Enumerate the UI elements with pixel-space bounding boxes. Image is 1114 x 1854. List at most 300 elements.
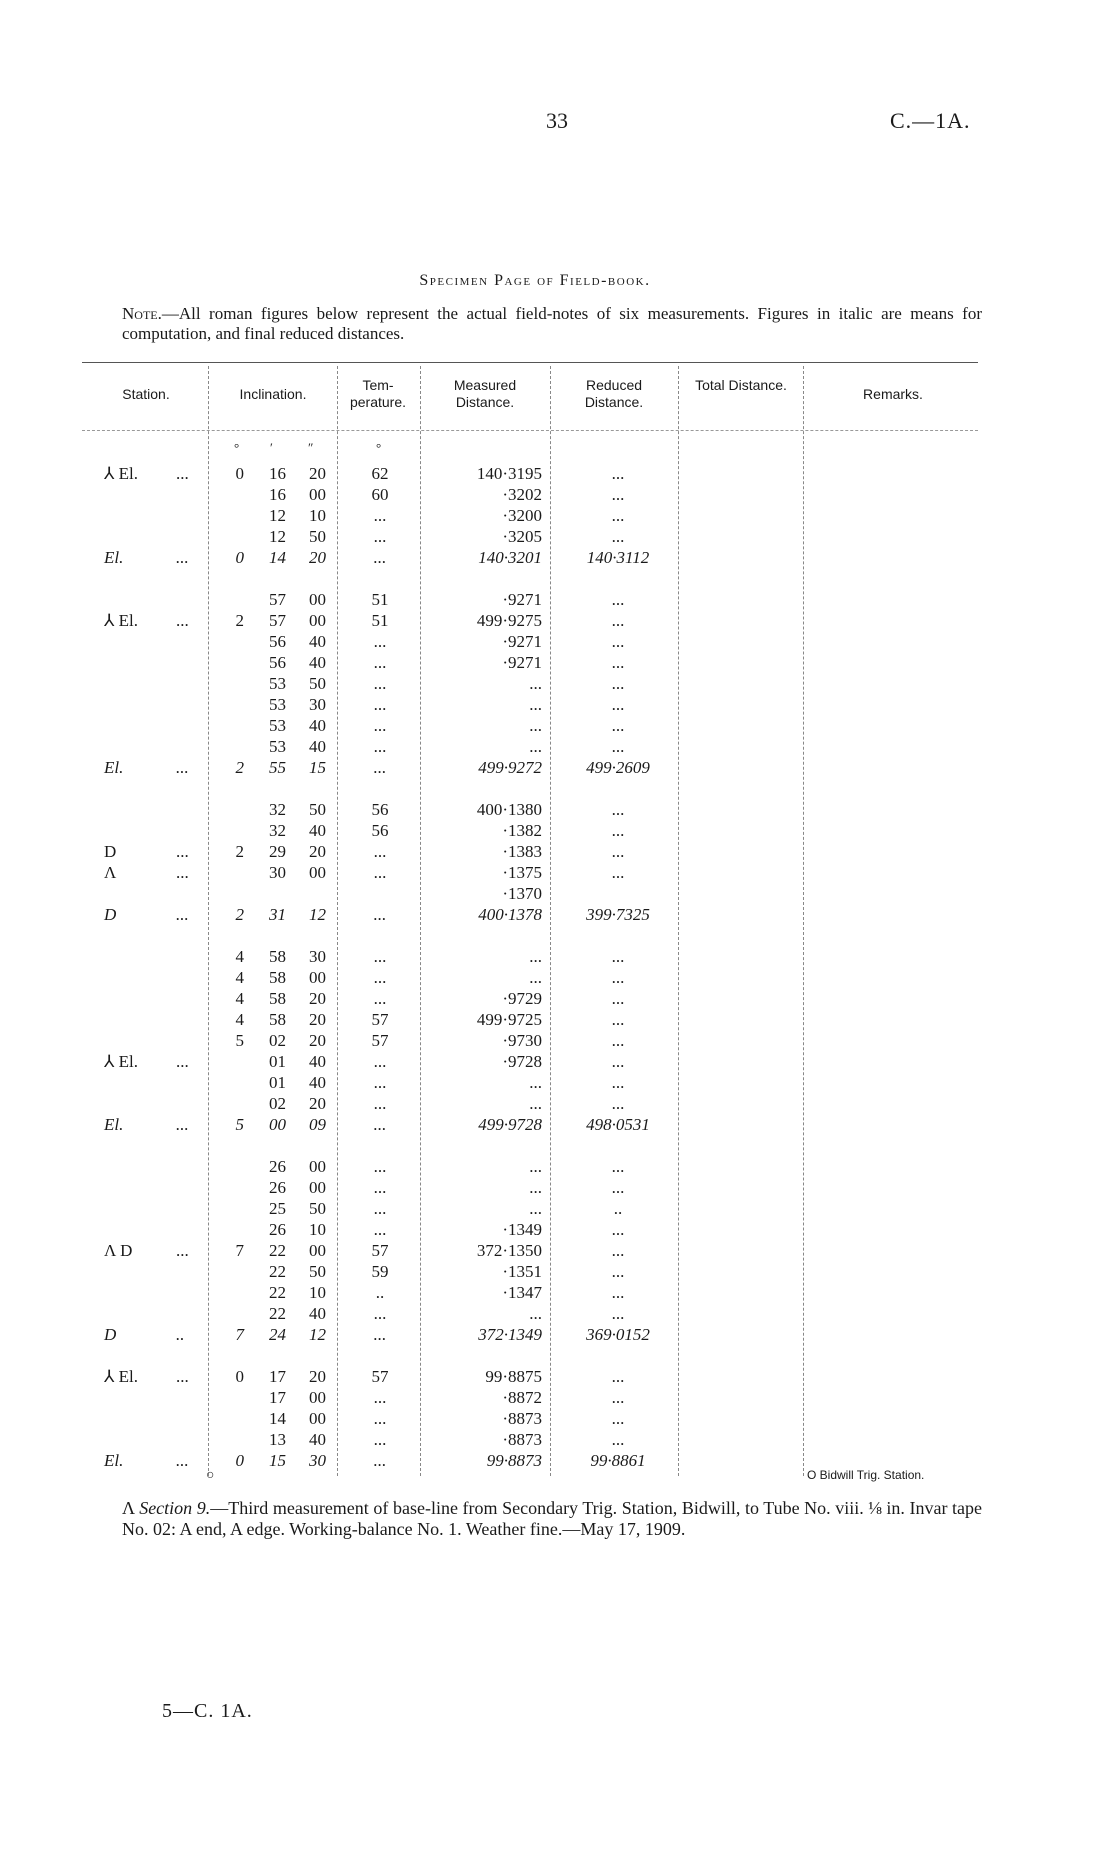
- inclination-seconds: 30: [309, 947, 326, 966]
- temperature-cell: ...: [373, 758, 387, 777]
- reduced-distance-cell: ...: [611, 1220, 625, 1239]
- station-cell: El.: [104, 758, 124, 777]
- header-station: Station.: [122, 386, 170, 402]
- inclination-seconds: 40: [309, 1430, 326, 1449]
- table-row: [0, 1304, 1114, 1324]
- measured-distance-cell: ·3202: [502, 485, 542, 504]
- measured-distance-cell: 99·8873: [486, 1451, 542, 1470]
- reduced-distance-cell: ...: [611, 1052, 625, 1071]
- inclination-minutes: 32: [269, 800, 286, 819]
- inclination-minutes: 53: [269, 737, 286, 756]
- reduced-distance-cell: ...: [611, 989, 625, 1008]
- reduced-distance-cell: ...: [611, 1094, 625, 1113]
- table-row: [0, 842, 1114, 862]
- inclination-degrees: 4: [235, 1010, 244, 1029]
- inclination-minutes: 15: [269, 1451, 286, 1470]
- header-measured-distance: Measured Distance.: [453, 377, 517, 410]
- station-dots: ...: [176, 464, 189, 483]
- measured-distance-cell: ·1370: [502, 884, 542, 903]
- header-inclination: Inclination.: [239, 386, 307, 402]
- temperature-cell: ...: [373, 695, 387, 714]
- table-row: [0, 716, 1114, 736]
- temperature-cell: ...: [373, 1220, 387, 1239]
- mean-row: [0, 1451, 1114, 1471]
- table-row: [0, 1220, 1114, 1240]
- table-row: [0, 1031, 1114, 1051]
- temperature-cell: ...: [373, 527, 387, 546]
- reduced-distance-cell: 499·2609: [586, 758, 650, 777]
- station-dots: ...: [176, 905, 189, 924]
- measured-distance-cell: ·1375: [502, 863, 542, 882]
- series-reference: C.—1A.: [890, 108, 971, 133]
- measured-distance-cell: 400·1378: [478, 905, 542, 924]
- measured-distance-cell: ·1347: [502, 1283, 542, 1302]
- reduced-distance-cell: ...: [611, 842, 625, 861]
- measured-distance-cell: 499·9725: [476, 1010, 542, 1029]
- station-cell: El.: [104, 1451, 124, 1470]
- table-row: [0, 1367, 1114, 1387]
- inclination-degrees: 0: [235, 1451, 244, 1470]
- reduced-distance-cell: ...: [611, 1283, 625, 1302]
- temperature-cell: ...: [373, 1073, 387, 1092]
- temperature-cell: ..: [375, 1283, 385, 1302]
- inclination-seconds: 50: [309, 527, 326, 546]
- mean-row: [0, 1115, 1114, 1135]
- temperature-cell: ...: [373, 989, 387, 1008]
- reduced-distance-cell: ...: [611, 1178, 625, 1197]
- table-row: [0, 1178, 1114, 1198]
- station-dots: ..: [176, 1325, 185, 1344]
- measured-distance-cell: ·1382: [502, 821, 542, 840]
- table-row: [0, 800, 1114, 820]
- bidwill-station-label: O Bidwill Trig. Station.: [807, 1468, 925, 1482]
- table-row: [0, 1094, 1114, 1114]
- inclination-degrees: 5: [235, 1115, 244, 1134]
- note-label: Note.: [122, 304, 162, 323]
- inclination-minutes: 25: [269, 1199, 286, 1218]
- temperature-cell: ...: [373, 1409, 387, 1428]
- table-row: [0, 968, 1114, 988]
- inclination-degrees: 0: [235, 1367, 244, 1386]
- inclination-minutes: 26: [269, 1157, 286, 1176]
- inclination-seconds: 50: [309, 800, 326, 819]
- reduced-distance-cell: ...: [611, 1241, 625, 1260]
- footnote-section: Section 9.: [139, 1498, 211, 1518]
- temperature-cell: ...: [373, 1157, 387, 1176]
- measured-distance-cell: ·1349: [502, 1220, 542, 1239]
- table-row: [0, 1052, 1114, 1072]
- measured-distance-cell: ...: [529, 947, 542, 966]
- inclination-seconds: 40: [309, 821, 326, 840]
- mean-row: [0, 758, 1114, 778]
- inclination-degrees: 7: [235, 1241, 244, 1260]
- inclination-minutes: 58: [269, 989, 286, 1008]
- inclination-minutes: 00: [269, 1115, 286, 1134]
- temperature-cell: 56: [371, 800, 389, 819]
- reduced-distance-cell: 369·0152: [586, 1325, 650, 1344]
- table-row: [0, 590, 1114, 610]
- station-cell: El.: [104, 548, 124, 567]
- table-top-rule: [82, 362, 978, 363]
- header-total-distance: Total Distance.: [695, 377, 787, 393]
- inclination-seconds: 00: [309, 1241, 326, 1260]
- inclination-minutes: 53: [269, 716, 286, 735]
- reduced-distance-cell: ...: [611, 1388, 625, 1407]
- inclination-degrees: 0: [235, 464, 244, 483]
- measured-distance-cell: 499·9728: [478, 1115, 542, 1134]
- footnote-symbol: Λ: [122, 1498, 135, 1518]
- page-title: Specimen Page of Field-book.: [419, 272, 651, 289]
- table-row: [0, 884, 1114, 904]
- inclination-minutes: 14: [269, 548, 286, 567]
- inclination-minutes: 57: [269, 611, 286, 630]
- station-cell: D: [104, 842, 117, 861]
- inclination-minutes: 58: [269, 1010, 286, 1029]
- inclination-seconds: 20: [309, 1367, 326, 1386]
- reduced-distance-cell: ...: [611, 1409, 625, 1428]
- inclination-minutes: 16: [269, 464, 286, 483]
- inclination-minutes: 16: [269, 485, 286, 504]
- temperature-cell: ...: [373, 1115, 387, 1134]
- inclination-minutes: 53: [269, 695, 286, 714]
- measured-distance-cell: ...: [529, 1157, 542, 1176]
- temperature-cell: ...: [373, 632, 387, 651]
- note-text: —All roman figures below represent the actual field-notes of six measurements. Figures in italic are means for computation, and final reduced distances.: [122, 304, 982, 343]
- measured-distance-cell: 140·3195: [476, 464, 542, 483]
- inclination-seconds: 12: [309, 1325, 326, 1344]
- temperature-cell: ...: [373, 1304, 387, 1323]
- temperature-cell: 57: [371, 1031, 389, 1050]
- reduced-distance-cell: ...: [611, 947, 625, 966]
- inclination-minutes: 26: [269, 1220, 286, 1239]
- station-dots: ...: [176, 1241, 189, 1260]
- reduced-distance-cell: ...: [611, 863, 625, 882]
- inclination-degrees: 2: [235, 611, 244, 630]
- reduced-distance-cell: ...: [611, 800, 625, 819]
- temperature-cell: ...: [373, 863, 387, 882]
- station-cell: Λ: [104, 863, 117, 882]
- table-row: [0, 737, 1114, 757]
- footer-reference: 5—C. 1A.: [162, 1700, 253, 1722]
- temperature-cell: ...: [373, 842, 387, 861]
- inclination-degrees: 2: [235, 905, 244, 924]
- footnote: [122, 1498, 982, 1540]
- inclination-degrees: 2: [235, 842, 244, 861]
- measured-distance-cell: 99·8875: [485, 1367, 542, 1386]
- inclination-degrees: 4: [235, 968, 244, 987]
- temperature-cell: ...: [373, 506, 387, 525]
- reduced-distance-cell: ...: [611, 737, 625, 756]
- measured-distance-cell: ·8872: [502, 1388, 542, 1407]
- inclination-minutes: 26: [269, 1178, 286, 1197]
- inclination-seconds: 10: [309, 506, 326, 525]
- reduced-distance-cell: ...: [611, 695, 625, 714]
- table-row: [0, 506, 1114, 526]
- inclination-seconds: 50: [309, 1199, 326, 1218]
- measured-distance-cell: ·9728: [502, 1052, 542, 1071]
- table-row: [0, 695, 1114, 715]
- measured-distance-cell: ·8873: [502, 1409, 542, 1428]
- inclination-seconds: 00: [309, 968, 326, 987]
- temperature-cell: ...: [373, 548, 387, 567]
- inclination-minutes: 53: [269, 674, 286, 693]
- reduced-distance-cell: 140·3112: [586, 548, 650, 567]
- inclination-minutes: 31: [269, 905, 286, 924]
- table-row: [0, 1241, 1114, 1261]
- inclination-minutes: 13: [269, 1430, 286, 1449]
- reduced-distance-cell: ...: [611, 590, 625, 609]
- inclination-seconds: 20: [309, 1094, 326, 1113]
- station-dots: ...: [176, 1367, 189, 1386]
- measured-distance-cell: 140·3201: [478, 548, 542, 567]
- table-row: [0, 632, 1114, 652]
- reduced-distance-cell: 99·8861: [590, 1451, 646, 1470]
- measured-distance-cell: ...: [529, 1199, 542, 1218]
- reduced-distance-cell: ...: [611, 968, 625, 987]
- measured-distance-cell: ·3200: [502, 506, 542, 525]
- unit-second: ″: [308, 440, 314, 455]
- table-row: [0, 1430, 1114, 1450]
- table-row: [0, 1157, 1114, 1177]
- measured-distance-cell: ...: [529, 695, 542, 714]
- reduced-distance-cell: ...: [611, 716, 625, 735]
- header-temperature: Tem-perature.: [349, 377, 407, 410]
- temperature-cell: 57: [371, 1010, 389, 1029]
- measured-distance-cell: 499·9275: [476, 611, 542, 630]
- measured-distance-cell: ·3205: [502, 527, 542, 546]
- inclination-minutes: 17: [269, 1388, 286, 1407]
- inclination-seconds: 30: [309, 1451, 326, 1470]
- inclination-minutes: 24: [269, 1325, 286, 1344]
- reduced-distance-cell: ...: [611, 674, 625, 693]
- reduced-distance-cell: ...: [611, 632, 625, 651]
- inclination-seconds: 00: [309, 1157, 326, 1176]
- inclination-minutes: 12: [269, 506, 286, 525]
- measured-distance-cell: ...: [529, 716, 542, 735]
- header-remarks: Remarks.: [863, 386, 923, 402]
- inclination-seconds: 40: [309, 1052, 326, 1071]
- inclination-minutes: 29: [269, 842, 286, 861]
- table-row: [0, 1283, 1114, 1303]
- inclination-minutes: 55: [269, 758, 286, 777]
- table-row: [0, 1388, 1114, 1408]
- unit-temperature: °: [376, 440, 382, 455]
- temperature-cell: ...: [373, 1199, 387, 1218]
- unit-minute: ′: [270, 440, 273, 455]
- reduced-distance-cell: ...: [611, 1073, 625, 1092]
- measured-distance-cell: ...: [529, 1094, 542, 1113]
- measured-distance-cell: 400·1380: [476, 800, 542, 819]
- inclination-degrees: 0: [235, 548, 244, 567]
- temperature-cell: ...: [373, 1052, 387, 1071]
- table-row: [0, 674, 1114, 694]
- table-row: [0, 1409, 1114, 1429]
- station-cell: Λ D: [104, 1241, 133, 1260]
- measured-distance-cell: ·8873: [502, 1430, 542, 1449]
- note-paragraph: [122, 304, 982, 344]
- reduced-distance-cell: ...: [611, 1367, 625, 1386]
- table-row: [0, 821, 1114, 841]
- temperature-cell: ...: [373, 947, 387, 966]
- inclination-degrees: 7: [235, 1325, 244, 1344]
- inclination-degrees: 2: [235, 758, 244, 777]
- station-dots: ...: [176, 548, 189, 567]
- footnote-text: —Third measurement of base-line from Secondary Trig. Station, Bidwill, to Tube No. viii. ⅛ in. Invar tape No. 02: A end, A edge. Working-balance No. 1. Weather fine.—May 17, 1909.: [122, 1498, 983, 1539]
- measured-distance-cell: 499·9272: [478, 758, 542, 777]
- header-reduced-distance: Reduced Distance.: [584, 377, 644, 410]
- header-bottom-rule: [82, 430, 978, 431]
- measured-distance-cell: ·9729: [502, 989, 542, 1008]
- table-row: [0, 1010, 1114, 1030]
- inclination-minutes: 58: [269, 947, 286, 966]
- measured-distance-cell: ·9730: [502, 1031, 542, 1050]
- inclination-minutes: 22: [269, 1304, 286, 1323]
- reduced-distance-cell: ..: [613, 1199, 623, 1218]
- inclination-minutes: 22: [269, 1241, 286, 1260]
- station-dots: ...: [176, 1052, 189, 1071]
- inclination-seconds: 00: [309, 590, 326, 609]
- measured-distance-cell: ...: [529, 674, 542, 693]
- inclination-minutes: 57: [269, 590, 286, 609]
- inclination-seconds: 20: [309, 989, 326, 1008]
- inclination-minutes: 02: [269, 1094, 286, 1113]
- station-cell: ⅄ El.: [104, 1052, 138, 1071]
- reduced-distance-cell: ...: [611, 653, 625, 672]
- table-row: [0, 1073, 1114, 1093]
- measured-distance-cell: ·1383: [502, 842, 542, 861]
- temperature-cell: 59: [371, 1262, 389, 1281]
- inclination-minutes: 12: [269, 527, 286, 546]
- reduced-distance-cell: ...: [611, 821, 625, 840]
- temperature-cell: ...: [373, 1451, 387, 1470]
- reduced-distance-cell: 498·0531: [586, 1115, 650, 1134]
- temperature-cell: ...: [373, 1094, 387, 1113]
- inclination-seconds: 00: [309, 1178, 326, 1197]
- inclination-minutes: 01: [269, 1052, 286, 1071]
- table-row: [0, 485, 1114, 505]
- station-dots: ...: [176, 1451, 189, 1470]
- inclination-seconds: 50: [309, 674, 326, 693]
- temperature-cell: 60: [371, 485, 389, 504]
- reduced-distance-cell: ...: [611, 1010, 625, 1029]
- table-row: [0, 863, 1114, 883]
- inclination-seconds: 00: [309, 611, 326, 630]
- station-cell: El.: [104, 1115, 124, 1134]
- inclination-degrees: 4: [235, 989, 244, 1008]
- inclination-seconds: 40: [309, 653, 326, 672]
- table-row: [0, 464, 1114, 484]
- reduced-distance-cell: ...: [611, 1262, 625, 1281]
- temperature-cell: ...: [373, 737, 387, 756]
- measured-distance-cell: ...: [529, 1304, 542, 1323]
- reduced-distance-cell: ...: [611, 485, 625, 504]
- inclination-seconds: 40: [309, 716, 326, 735]
- inclination-seconds: 40: [309, 1073, 326, 1092]
- measured-distance-cell: ...: [529, 968, 542, 987]
- table-row: [0, 1199, 1114, 1219]
- temperature-cell: ...: [373, 905, 387, 924]
- station-dots: ...: [176, 758, 189, 777]
- inclination-seconds: 40: [309, 1304, 326, 1323]
- inclination-minutes: 56: [269, 653, 286, 672]
- temperature-cell: 57: [371, 1241, 389, 1260]
- inclination-seconds: 00: [309, 1409, 326, 1428]
- inclination-seconds: 00: [309, 485, 326, 504]
- inclination-seconds: 40: [309, 632, 326, 651]
- inclination-minutes: 32: [269, 821, 286, 840]
- station-dots: ...: [176, 863, 189, 882]
- inclination-seconds: 30: [309, 695, 326, 714]
- mean-row: [0, 905, 1114, 925]
- reduced-distance-cell: ...: [611, 1031, 625, 1050]
- inclination-minutes: 22: [269, 1262, 286, 1281]
- inclination-seconds: 20: [309, 548, 326, 567]
- inclination-minutes: 22: [269, 1283, 286, 1302]
- page-number: 33: [546, 108, 568, 133]
- reduced-distance-cell: ...: [611, 464, 625, 483]
- temperature-cell: ...: [373, 968, 387, 987]
- inclination-seconds: 20: [309, 1031, 326, 1050]
- station-cell: D: [104, 905, 117, 924]
- measured-distance-cell: 372·1349: [478, 1325, 542, 1344]
- measured-distance-cell: 372·1350: [476, 1241, 542, 1260]
- station-dots: ...: [176, 842, 189, 861]
- temperature-cell: ...: [373, 716, 387, 735]
- inclination-degrees: 5: [235, 1031, 244, 1050]
- reduced-distance-cell: ...: [611, 1430, 625, 1449]
- measured-distance-cell: ·9271: [502, 632, 542, 651]
- inclination-minutes: 17: [269, 1367, 286, 1386]
- station-cell: ⅄ El.: [104, 464, 138, 483]
- inclination-seconds: 09: [309, 1115, 326, 1134]
- temperature-cell: 51: [371, 611, 389, 630]
- inclination-seconds: 20: [309, 464, 326, 483]
- reduced-distance-cell: ...: [611, 611, 625, 630]
- mean-row: [0, 1325, 1114, 1345]
- temperature-cell: 56: [371, 821, 389, 840]
- temperature-cell: ...: [373, 1388, 387, 1407]
- inclination-minutes: 02: [269, 1031, 286, 1050]
- table-row: [0, 989, 1114, 1009]
- temperature-cell: ...: [373, 653, 387, 672]
- reduced-distance-cell: ...: [611, 1157, 625, 1176]
- table-row: [0, 653, 1114, 673]
- station-dots: ...: [176, 611, 189, 630]
- mean-row: [0, 548, 1114, 568]
- inclination-seconds: 10: [309, 1220, 326, 1239]
- station-cell: ⅄ El.: [104, 1367, 138, 1386]
- measured-distance-cell: ...: [529, 1073, 542, 1092]
- inclination-minutes: 14: [269, 1409, 286, 1428]
- inclination-seconds: 20: [309, 842, 326, 861]
- table-row: [0, 1262, 1114, 1282]
- reduced-distance-cell: ...: [611, 1304, 625, 1323]
- reduced-distance-cell: ...: [611, 527, 625, 546]
- reduced-distance-cell: ...: [611, 506, 625, 525]
- reduced-distance-cell: 399·7325: [586, 905, 650, 924]
- inclination-minutes: 58: [269, 968, 286, 987]
- temperature-cell: 51: [371, 590, 389, 609]
- measured-distance-cell: ...: [529, 1178, 542, 1197]
- table-row: [0, 527, 1114, 547]
- temperature-cell: ...: [373, 1430, 387, 1449]
- inclination-minutes: 30: [269, 863, 286, 882]
- table-row: [0, 611, 1114, 631]
- inclination-minutes: 01: [269, 1073, 286, 1092]
- inclination-degrees: 4: [235, 947, 244, 966]
- inclination-seconds: 50: [309, 1262, 326, 1281]
- temperature-cell: ...: [373, 1178, 387, 1197]
